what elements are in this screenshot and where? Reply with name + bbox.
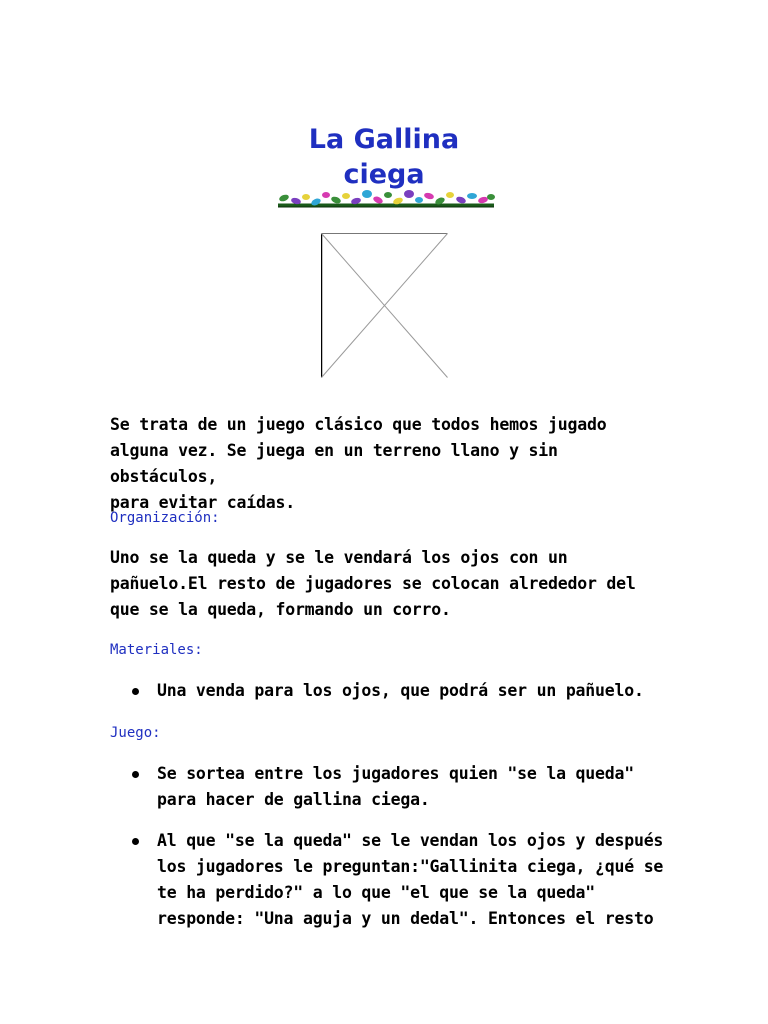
bullet-icon (132, 688, 139, 695)
materiales-heading: Materiales: (110, 642, 203, 658)
bullet-icon (132, 838, 139, 845)
title-line-2: ciega (343, 159, 425, 191)
bullet-icon (132, 771, 139, 778)
materiales-list-item: Una venda para los ojos, que podrá ser un pañuelo. (157, 681, 644, 700)
image-placeholder-icon (321, 233, 448, 378)
juego-list-item: Se sortea entre los jugadores quien "se la queda" para hacer de gallina ciega. (157, 764, 634, 809)
juego-heading: Juego: (110, 725, 161, 741)
organizacion-paragraph: Uno se la queda y se le vendará los ojos con un pañuelo.El resto de jugadores se colocan alrededor del que se la queda, formando un corro. (110, 548, 636, 619)
juego-list-item: Al que "se la queda" se le vendan los ojos y después los jugadores le preguntan:"Gallinita ciega, ¿qué se te ha perdido?" a lo que "el que se la queda" responde: "Una aguja y un dedal". Entonces el resto (157, 831, 664, 928)
title-line-1: La Gallina (308, 124, 460, 156)
garland-divider-image (276, 186, 496, 212)
organizacion-heading: Organización: (110, 510, 220, 526)
document-title (234, 122, 534, 192)
intro-paragraph: Se trata de un juego clásico que todos hemos jugado alguna vez. Se juega en un terreno llano y sin obstáculos, para evitar caídas. (110, 415, 607, 512)
